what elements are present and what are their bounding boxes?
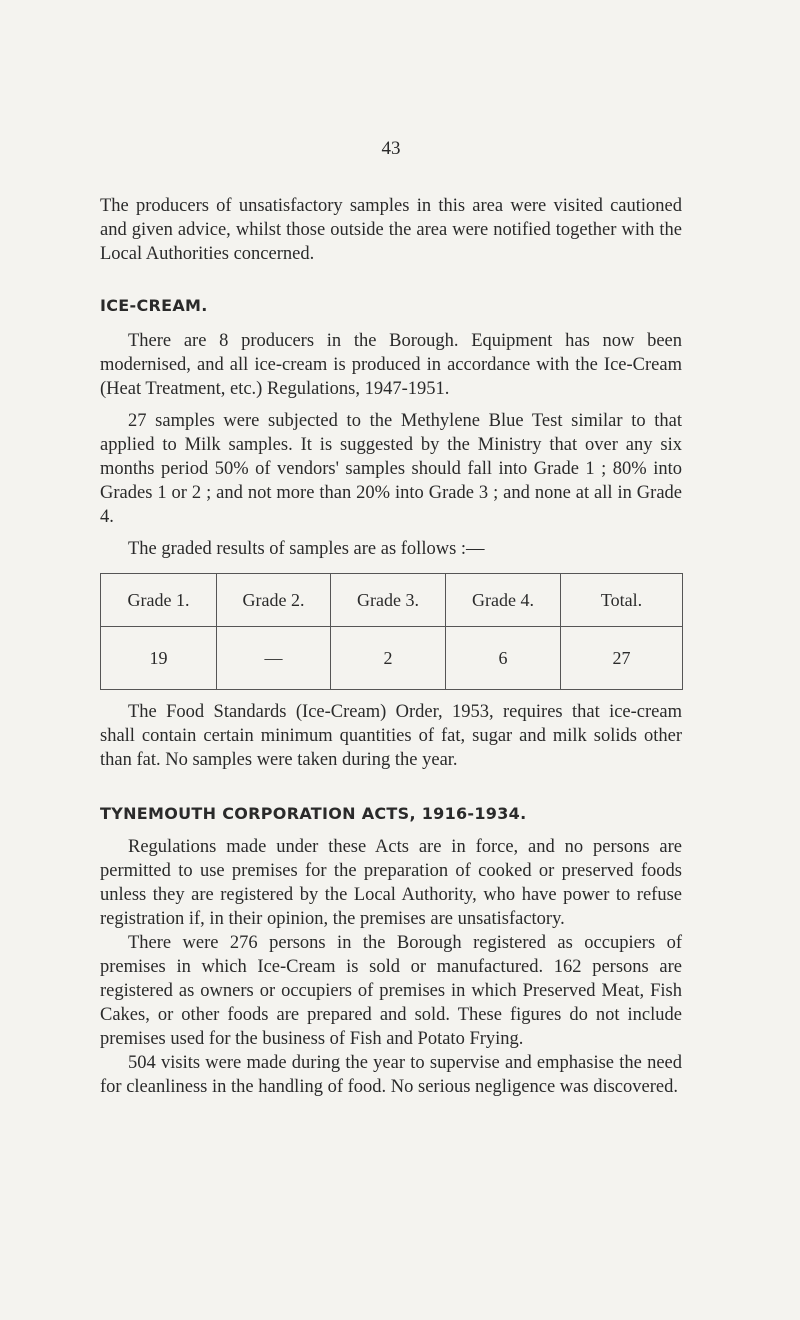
intro-paragraph: The producers of unsatisfactory samples in this area were visited cautioned and given advice, whilst those outside the area were notified together with the Local Authorities concerned.: [100, 196, 682, 264]
grades-header-row: [101, 574, 683, 627]
grade-2-value: —: [217, 627, 331, 690]
ice-cream-para-2: 27 samples were subjected to the Methylene Blue Test similar to that applied to Milk samples. It is suggested by the Ministry that over any six months period 50% of vendors' samples should fall into Grade 1 ; 80% into Grades 1 or 2 ; and not more than 20% into Grade 3 ; and none at all in Grade 4.: [100, 411, 682, 527]
grade-3-header: Grade 3.: [331, 574, 446, 627]
grade-4-header: Grade 4.: [446, 574, 561, 627]
page-number: 43: [381, 138, 401, 159]
ice-cream-heading: ICE-CREAM.: [100, 296, 208, 315]
acts-para-3: 504 visits were made during the year to supervise and emphasise the need for cleanliness in the handling of food. No serious negligence was discovered.: [100, 1053, 682, 1097]
document-page: [100, 0, 682, 1099]
grade-3-value: 2: [331, 627, 446, 690]
grade-1-value: 19: [101, 627, 217, 690]
grade-4-value: 6: [446, 627, 561, 690]
ice-cream-para-3: The graded results of samples are as follows :—: [128, 539, 485, 559]
grade-2-header: Grade 2.: [217, 574, 331, 627]
total-header: Total.: [561, 574, 683, 627]
grade-1-header: Grade 1.: [101, 574, 217, 627]
total-value: 27: [561, 627, 683, 690]
grades-values-row: [101, 627, 683, 690]
ice-cream-para-4: The Food Standards (Ice-Cream) Order, 1953, requires that ice-cream shall contain certain minimum quantities of fat, sugar and milk solids other than fat. No samples were taken during the year.: [100, 702, 682, 770]
acts-para-1: Regulations made under these Acts are in force, and no persons are permitted to use premises for the preparation of cooked or preserved foods unless they are registered by the Local Authority, who have power to refuse registration if, in their opinion, the premises are unsatisfactory.: [100, 837, 682, 929]
acts-para-2: There were 276 persons in the Borough registered as occupiers of premises in which Ice-Cream is sold or manufactured. 162 persons are registered as owners or occupiers of premises in which Preserved Meat, Fish Cakes, or other foods are prepared and sold. These figures do not include premises used for the business of Fish and Potato Frying.: [100, 933, 682, 1049]
grades-table: [100, 573, 683, 690]
ice-cream-para-1: There are 8 producers in the Borough. Equipment has now been modernised, and all ice-cream is produced in accordance with the Ice-Cream (Heat Treatment, etc.) Regulations, 1947-1951.: [100, 331, 682, 399]
acts-heading: TYNEMOUTH CORPORATION ACTS, 1916-1934.: [100, 804, 527, 823]
